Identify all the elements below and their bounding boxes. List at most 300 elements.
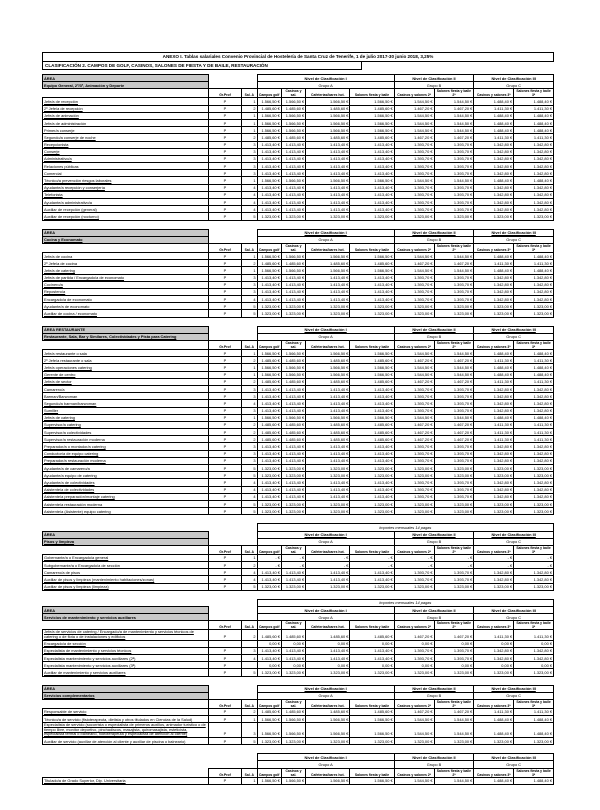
table-row — [43, 199, 554, 206]
table-row — [43, 662, 554, 669]
salary-value: 1.413,40 € — [306, 576, 350, 583]
salary-value: 1.544,50 € — [394, 98, 434, 105]
salary-value: 1.323,00 € — [306, 213, 350, 220]
salary-value: 1.488,40 € — [514, 414, 554, 421]
category-cell: Auxiliar de cocina / economato — [43, 310, 209, 317]
col-header: Casinos y salones 3ª — [474, 621, 514, 630]
salary-value: 1.413,40 € — [281, 393, 305, 400]
salary-value: 1.566,50 € — [281, 119, 305, 126]
sal-cell: 3 — [242, 288, 257, 295]
col-header: Casinos y salones 3ª — [474, 89, 514, 98]
col-header: Cafeterías/bares hot. — [306, 243, 350, 252]
sal-cell: 4 — [242, 654, 258, 661]
spacer — [43, 545, 209, 554]
salary-value: 1.544,50 € — [434, 112, 474, 119]
sal-cell: 1 — [242, 716, 257, 723]
category-cell: Titulado/a de Grado Superior, Dip. Universitaria — [43, 777, 209, 784]
col-header-sal: Sal. A — [242, 621, 258, 630]
grprof-cell: P — [208, 654, 241, 661]
table-row — [43, 184, 554, 191]
salary-value: 1.413,40 € — [281, 576, 305, 583]
salary-value: 1.485,60 € — [306, 105, 350, 112]
sal-cell: 5 — [242, 472, 257, 479]
salary-value: 1.411,30 € — [474, 105, 514, 112]
salary-value: 1.413,40 € — [257, 296, 281, 303]
salary-value: 1.488,40 € — [474, 371, 514, 378]
salary-value: 1.485,60 € — [281, 429, 305, 436]
salary-value: 1.393,70 € — [434, 199, 474, 206]
salary-value: 1.393,70 € — [434, 486, 474, 493]
grprof-cell: P — [208, 777, 241, 784]
salary-value: 1.566,50 € — [257, 716, 281, 723]
salary-value: - € — [350, 562, 394, 569]
salary-value: 1.393,70 € — [434, 163, 474, 170]
salary-value: 1.413,40 € — [281, 199, 305, 206]
salary-value: 1.342,80 € — [474, 148, 514, 155]
salary-value: 1.323,00 € — [281, 465, 305, 472]
salary-value: 1.393,70 € — [394, 493, 434, 500]
col-header: Cafeterías/bares hot. — [306, 768, 350, 777]
col-header: Campos golf — [257, 545, 281, 554]
sal-cell: 3 — [242, 281, 257, 288]
spacer — [43, 89, 209, 98]
salary-value: 0,00 € — [514, 640, 554, 647]
salary-value: 1.488,40 € — [474, 267, 514, 274]
spacer — [208, 614, 257, 621]
spacer — [43, 524, 258, 531]
table-row — [43, 500, 554, 507]
salary-table — [42, 326, 554, 516]
grprof-cell: P — [208, 414, 241, 421]
sal-cell: 5 — [242, 213, 257, 220]
grprof-cell: P — [208, 350, 241, 357]
salary-value: 1.566,50 € — [350, 350, 394, 357]
salary-value: 1.342,80 € — [514, 170, 554, 177]
salary-value: 1.323,00 € — [474, 669, 514, 676]
salary-value: 1.323,00 € — [257, 500, 281, 507]
grprof-cell: P — [208, 112, 241, 119]
category-cell: Camarero/a — [43, 385, 209, 392]
salary-value: 1.413,40 € — [281, 407, 305, 414]
salary-value: 1.393,70 € — [394, 569, 434, 576]
category-cell: Especialista mantenimiento y servicios auxiliares (3ª) — [43, 662, 209, 669]
salary-value: 1.413,40 € — [350, 199, 394, 206]
sal-cell: 5 — [242, 508, 257, 515]
col-header-grprof: Gr.Prof — [208, 243, 241, 252]
salary-value: 1.413,40 € — [281, 450, 305, 457]
salary-value: 1.467,20 € — [434, 134, 474, 141]
salary-value: 1.485,60 € — [350, 357, 394, 364]
sal-cell: 1 — [242, 350, 257, 357]
salary-value: 1.342,80 € — [474, 400, 514, 407]
category-cell: Jefe/a de servicios de catering / Encargado/a de mantenimiento y servicios técnicos de catering o de flota o de instalaciones y edificios — [43, 630, 209, 640]
salary-value: 1.413,40 € — [350, 281, 394, 288]
col-header: Casinos y salones 2ª — [394, 699, 434, 708]
salary-value: 1.393,70 € — [394, 479, 434, 486]
grprof-cell: P — [208, 364, 241, 371]
salary-value: 1.413,40 € — [257, 486, 281, 493]
sal-cell: 1 — [242, 252, 257, 259]
salary-value: 1.393,70 € — [434, 385, 474, 392]
salary-value: 1.323,00 € — [394, 738, 434, 745]
grprof-cell: P — [208, 296, 241, 303]
salary-value: 1.342,80 € — [514, 569, 554, 576]
salary-value: 1.566,50 € — [281, 252, 305, 259]
table-row — [43, 177, 554, 184]
salary-value: 1.393,70 € — [434, 191, 474, 198]
salary-value: 1.411,30 € — [514, 421, 554, 428]
salary-value: 1.323,00 € — [474, 465, 514, 472]
salary-value: 1.485,60 € — [306, 708, 350, 715]
table-row — [43, 213, 554, 220]
table-row — [43, 465, 554, 472]
sal-cell: 2 — [242, 630, 258, 640]
salary-value: 1.566,50 € — [257, 371, 281, 378]
salary-value: 1.413,40 € — [281, 486, 305, 493]
salary-value: 1.566,50 € — [257, 127, 281, 134]
salary-value: 1.342,80 € — [474, 443, 514, 450]
salary-value: 1.413,40 € — [306, 479, 350, 486]
salary-value: 1.323,00 € — [306, 472, 350, 479]
salary-value: 1.413,40 € — [306, 400, 350, 407]
salary-value: 1.413,40 € — [257, 569, 281, 576]
table-row — [43, 630, 554, 640]
salary-value: 1.488,40 € — [474, 364, 514, 371]
salary-value: 1.393,70 € — [394, 443, 434, 450]
salary-value: 1.566,50 € — [257, 777, 281, 784]
salary-value: 1.393,70 € — [394, 393, 434, 400]
salary-value: 1.488,40 € — [514, 371, 554, 378]
salary-value: 0,00 € — [257, 640, 281, 647]
sal-cell: 2 — [242, 562, 258, 569]
salary-value: 1.413,40 € — [257, 274, 281, 281]
salary-value: 1.393,70 € — [434, 184, 474, 191]
salary-value: - € — [306, 562, 350, 569]
salary-value: 1.323,00 € — [474, 500, 514, 507]
salary-value: 1.544,50 € — [394, 267, 434, 274]
salary-value: 1.342,80 € — [514, 191, 554, 198]
spacer — [208, 685, 257, 692]
salary-section — [42, 74, 554, 221]
salary-value: 1.488,40 € — [514, 177, 554, 184]
salary-value: 1.393,70 € — [434, 647, 474, 654]
salary-value: 1.323,00 € — [281, 669, 305, 676]
salary-value: 1.393,70 € — [394, 296, 434, 303]
salary-value: 1.393,70 € — [434, 281, 474, 288]
salary-value: 1.393,70 € — [394, 155, 434, 162]
area-label: ÁREA — [43, 685, 209, 692]
table-row — [43, 443, 554, 450]
spacer — [208, 75, 257, 82]
salary-value: 1.323,00 € — [434, 669, 474, 676]
salary-value: 1.413,40 € — [306, 288, 350, 295]
spacer — [208, 754, 257, 761]
nivel-header: Nivel de Clasificación I — [257, 754, 394, 761]
section-title: Servicios complementarios — [43, 692, 209, 699]
salary-value: 1.393,70 € — [394, 385, 434, 392]
salary-value: 1.393,70 € — [434, 141, 474, 148]
table-row — [43, 170, 554, 177]
grprof-cell: P — [208, 443, 241, 450]
sal-cell: 1 — [242, 127, 257, 134]
category-cell: Auxiliar de recepción (general) — [43, 206, 209, 213]
salary-value: 1.411,30 € — [474, 630, 514, 640]
salary-value: 1.411,30 € — [474, 436, 514, 443]
salary-value: 1.323,00 € — [514, 465, 554, 472]
salary-value: 1.488,40 € — [474, 414, 514, 421]
salary-value: 1.413,40 € — [281, 163, 305, 170]
salary-value: 1.393,70 € — [434, 443, 474, 450]
category-cell: 2º Jefe/a de recepción — [43, 105, 209, 112]
salary-value: 1.488,40 € — [514, 350, 554, 357]
salary-value: 1.467,20 € — [394, 630, 434, 640]
salary-value: 1.544,50 € — [434, 127, 474, 134]
salary-value: 1.467,20 € — [434, 421, 474, 428]
grprof-cell: P — [208, 288, 241, 295]
salary-value: 1.544,50 € — [394, 716, 434, 723]
category-cell: Auxiliar de servicio (auxiliar de atención al cliente y auxiliar de piscina o balneario) — [43, 738, 209, 745]
category-cell: Supervisor/a restauración moderna — [43, 436, 209, 443]
sal-cell: 3 — [242, 723, 257, 738]
salary-value: 1.323,00 € — [394, 669, 434, 676]
salary-value: 1.566,50 € — [281, 414, 305, 421]
salary-value: 1.413,40 € — [281, 296, 305, 303]
salary-value: 1.566,50 € — [350, 112, 394, 119]
table-row — [43, 393, 554, 400]
salary-value: 1.467,20 € — [434, 105, 474, 112]
table-row — [43, 450, 554, 457]
grprof-cell: P — [208, 357, 241, 364]
table-row — [43, 493, 554, 500]
salary-value: 1.323,00 € — [394, 303, 434, 310]
salary-value: 1.413,40 € — [257, 163, 281, 170]
salary-value: 1.411,30 € — [514, 105, 554, 112]
salary-value: 1.413,40 € — [350, 654, 394, 661]
salary-value: 1.342,80 € — [474, 184, 514, 191]
salary-value: 1.323,00 € — [350, 500, 394, 507]
salary-value: 1.323,00 € — [257, 669, 281, 676]
table-row — [43, 486, 554, 493]
salary-value: 1.488,40 € — [474, 127, 514, 134]
salary-value: 1.323,00 € — [514, 508, 554, 515]
col-header: Salones fiesta y baile 3ª — [514, 89, 554, 98]
table-row — [43, 414, 554, 421]
grupo-header: Grupo C — [474, 538, 554, 545]
salary-value: - € — [394, 554, 434, 561]
category-cell: Recepcionista — [43, 141, 209, 148]
salary-value: 1.393,70 € — [434, 288, 474, 295]
salary-value: - € — [281, 562, 305, 569]
grprof-cell: P — [208, 450, 241, 457]
salary-value: 1.323,00 € — [514, 738, 554, 745]
grprof-cell: P — [208, 569, 241, 576]
grprof-cell: P — [208, 472, 241, 479]
salary-value: 1.393,70 € — [394, 450, 434, 457]
salary-value: 1.485,60 € — [306, 357, 350, 364]
salary-value: 1.544,50 € — [434, 723, 474, 738]
salary-value: 1.544,50 € — [394, 112, 434, 119]
table-row — [43, 148, 554, 155]
salary-value: 1.323,00 € — [434, 310, 474, 317]
spacer — [208, 692, 257, 699]
table-row — [43, 364, 554, 371]
salary-value: 1.323,00 € — [257, 213, 281, 220]
table-row — [43, 252, 554, 259]
salary-value: 1.485,60 € — [306, 421, 350, 428]
grprof-cell: P — [208, 647, 241, 654]
grprof-cell: P — [208, 583, 241, 590]
salary-value: 1.566,50 € — [306, 371, 350, 378]
grprof-cell: P — [208, 508, 241, 515]
col-header: Casinos y salones 3ª — [474, 768, 514, 777]
grprof-cell: P — [208, 378, 241, 385]
spacer — [208, 236, 257, 243]
salary-section — [42, 229, 554, 318]
table-row — [43, 267, 554, 274]
table-row — [43, 508, 554, 515]
table-row — [43, 119, 554, 126]
table-row — [43, 105, 554, 112]
table-row — [43, 479, 554, 486]
col-header: Salones fiesta y baile 3ª — [514, 545, 554, 554]
spacer — [208, 538, 257, 545]
table-row — [43, 723, 554, 738]
sal-cell: 1 — [242, 371, 257, 378]
salary-value: 1.323,00 € — [281, 213, 305, 220]
grupo-header: Grupo C — [474, 333, 554, 340]
category-cell: Auxiliar de recepción (nocturno) — [43, 213, 209, 220]
salary-value: 1.485,60 € — [350, 105, 394, 112]
salary-value: 1.566,50 € — [257, 414, 281, 421]
category-cell: Administrativo/a — [43, 155, 209, 162]
sal-cell: 3 — [242, 407, 257, 414]
col-header: Cafeterías/bares hot. — [306, 621, 350, 630]
nivel-header: Nivel de Clasificación I — [257, 326, 394, 333]
table-row — [43, 472, 554, 479]
salary-value: 1.413,40 € — [306, 385, 350, 392]
salary-value: 1.393,70 € — [394, 281, 434, 288]
salary-value: 1.411,30 € — [474, 134, 514, 141]
salary-value: 1.323,00 € — [394, 465, 434, 472]
salary-value: 1.413,40 € — [350, 450, 394, 457]
salary-value: 1.323,00 € — [281, 310, 305, 317]
grprof-cell: P — [208, 385, 241, 392]
salary-value: 1.566,50 € — [306, 112, 350, 119]
salary-value: 1.413,40 € — [281, 400, 305, 407]
grupo-header: Grupo B — [394, 82, 474, 89]
grprof-cell: P — [208, 576, 241, 583]
salary-value: 1.342,80 € — [474, 288, 514, 295]
category-cell: Conserje — [43, 148, 209, 155]
salary-value: 1.413,40 € — [350, 184, 394, 191]
salary-value: 1.323,00 € — [281, 472, 305, 479]
sal-cell: 3 — [242, 274, 257, 281]
salary-value: 1.413,40 € — [257, 155, 281, 162]
salary-value: 0,00 € — [281, 640, 305, 647]
salary-value: 1.485,60 € — [306, 134, 350, 141]
salary-value: 1.544,50 € — [394, 119, 434, 126]
table-row — [43, 163, 554, 170]
salary-value: 1.393,70 € — [434, 274, 474, 281]
col-header: Salones fiesta y baile — [350, 621, 394, 630]
grprof-cell: P — [208, 723, 241, 738]
salary-value: 1.413,40 € — [350, 576, 394, 583]
salary-value: 1.413,40 € — [350, 148, 394, 155]
salary-value: 1.323,00 € — [306, 310, 350, 317]
table-row — [43, 191, 554, 198]
salary-value: 1.323,00 € — [257, 508, 281, 515]
salary-value: 1.342,80 € — [514, 281, 554, 288]
salary-value: 1.544,50 € — [394, 777, 434, 784]
salary-value: 1.413,40 € — [306, 443, 350, 450]
salary-section — [42, 753, 554, 785]
salary-section — [42, 523, 554, 591]
salary-value: 1.566,50 € — [306, 350, 350, 357]
category-cell: Supervisor/a catering — [43, 421, 209, 428]
area-label: ÁREA — [43, 531, 209, 538]
salary-value: 1.393,70 € — [394, 199, 434, 206]
salary-value: 1.342,80 € — [514, 296, 554, 303]
salary-value: 1.413,40 € — [281, 184, 305, 191]
category-cell: Gobernante/a o Encargado/a general — [43, 554, 209, 561]
salary-value: 1.485,60 € — [281, 105, 305, 112]
col-header: Casinos y salones 2ª — [394, 621, 434, 630]
grprof-cell: P — [208, 170, 241, 177]
grprof-cell: P — [208, 486, 241, 493]
salary-value: 1.323,00 € — [257, 472, 281, 479]
sal-cell: 1 — [242, 554, 258, 561]
salary-value: 0,00 € — [394, 662, 434, 669]
col-header: Casinos y salones 3ª — [474, 699, 514, 708]
salary-value: 1.323,00 € — [306, 465, 350, 472]
sal-cell: 3 — [242, 163, 257, 170]
salary-value: 0,00 € — [306, 640, 350, 647]
salary-value: 1.544,50 € — [434, 716, 474, 723]
table-row — [43, 378, 554, 385]
salary-value: - € — [434, 562, 474, 569]
salary-value: 1.393,70 € — [434, 450, 474, 457]
table-row — [43, 777, 554, 784]
category-cell: Jefe/a restaurante o sala — [43, 350, 209, 357]
salary-value: 1.413,40 € — [281, 206, 305, 213]
col-header: Casinos y salones 2ª — [394, 89, 434, 98]
salary-value: 1.323,00 € — [434, 738, 474, 745]
spacer — [43, 768, 209, 777]
grprof-cell: P — [208, 141, 241, 148]
salary-section — [42, 685, 554, 746]
salary-value: 1.323,00 € — [434, 472, 474, 479]
salary-value: 1.411,30 € — [514, 708, 554, 715]
col-header-sal: Sal. A — [242, 545, 258, 554]
salary-value: - € — [350, 554, 394, 561]
grprof-cell: P — [208, 436, 241, 443]
col-header: Casinos y salones 2ª — [394, 545, 434, 554]
salary-value: 1.566,50 € — [306, 414, 350, 421]
col-header: Casinos y salones 3ª — [474, 545, 514, 554]
salary-value: 1.488,40 € — [514, 723, 554, 738]
salary-value: 1.393,70 € — [434, 296, 474, 303]
sal-cell: 3 — [242, 647, 258, 654]
salary-value: 1.393,70 € — [394, 407, 434, 414]
salary-value: 1.413,40 € — [257, 654, 281, 661]
salary-value: 1.413,40 € — [281, 170, 305, 177]
classification-title: CLASIFICACIÓN 2. CAMPOS DE GOLF, CASINOS, SALONES DE FIESTA Y DE BAILE, RESTAURACIÓN — [42, 62, 362, 70]
salary-value: 1.413,40 € — [306, 141, 350, 148]
salary-value: 0,00 € — [474, 662, 514, 669]
salary-value: 1.411,30 € — [474, 429, 514, 436]
salary-value: 1.342,80 € — [474, 141, 514, 148]
salary-value: 1.485,60 € — [257, 357, 281, 364]
